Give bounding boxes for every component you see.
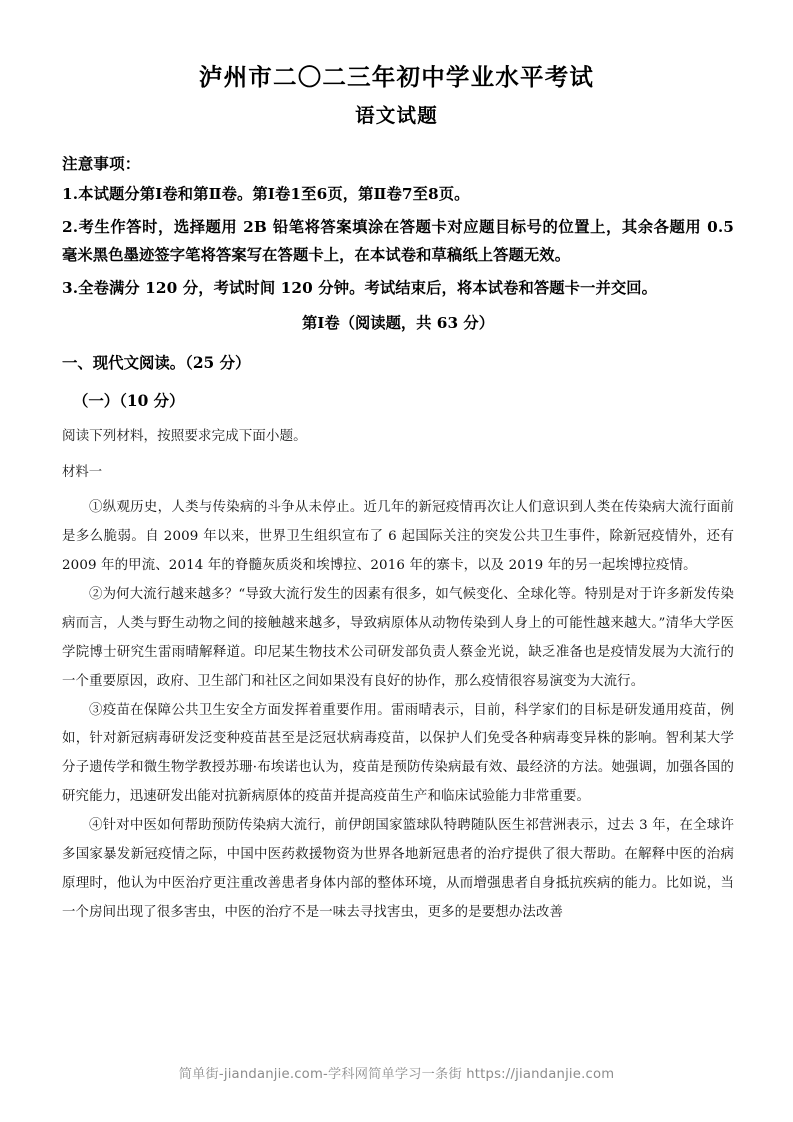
material-label-one: 材料一: [62, 465, 103, 481]
paper-part-label: 第Ⅰ卷（阅读题，共 63 分）: [301, 314, 495, 333]
subsection-heading-one: （一）（10 分）: [73, 391, 185, 410]
page-subtitle: 语文试题: [355, 103, 438, 127]
footer-watermark: 简单街-jiandanjie.com-学科网简单学习一条街 https://jiandanjie.com: [178, 1067, 615, 1082]
passage-paragraph-1: ①纵观历史，人类与传染病的斗争从未停止。近几年的新冠疫情再次让人们意识到人类在传染病大流行面前是多么脆弱。自 2009 年以来，世界卫生组织宣布了 6 起国际关注的突发公共卫生事件，除新冠疫情外，还有 2009 年的甲流、2014 年的脊髓灰质炎和埃博拉、2016 年的寨卡，以及 2019 年的另一起埃博拉疫情。: [62, 499, 734, 573]
passage-body: [62, 494, 734, 928]
title-block: [0, 0, 793, 130]
document-content: [59, 152, 734, 928]
section-heading-modern-reading: 一、现代文阅读。（25 分）: [62, 353, 251, 372]
notice-item-2: 2.考生作答时，选择题用 2B 铅笔将答案填涂在答题卡对应题目标号的位置上，其余各题用 0.5 毫米黑色墨迹签字笔将答案写在答题卡上，在本试卷和草稿纸上答题无效。: [62, 218, 734, 264]
passage-paragraph-3: ③疫苗在保障公共卫生安全方面发挥着重要作用。雷雨晴表示，目前，科学家们的目标是研发通用疫苗，例如，针对新冠病毒研发泛变种疫苗甚至是泛冠状病毒疫苗，以保护人们免受各种病毒变异株的影响。智利某大学分子遗传学和微生物学教授苏珊·布埃诺也认为，疫苗是预防传染病最有效、最经济的方法。她强调，加强各国的研究能力，迅速研发出能对抗新病原体的疫苗并提高疫苗生产和临床试验能力非常重要。: [62, 702, 734, 805]
reading-instruction: 阅读下列材料，按照要求完成下面小题。: [62, 427, 307, 444]
passage-paragraph-4: ④针对中医如何帮助预防传染病大流行，前伊朗国家篮球队特聘随队医生祁营洲表示，过去 3 年，在全球许多国家暴发新冠疫情之际，中国中医药救援物资为世界各地新冠患者的治疗提供了很大帮助。在解释中医的治病原理时，他认为中医治疗更注重改善患者身体内部的整体环境，从而增强患者自身抵抗疾病的能力。比如说，当一个房间出现了很多害虫，中医的治疗不是一味去寻找害虫，更多的是要想办法改善: [62, 818, 734, 921]
notice-item-1: 1.本试题分第Ⅰ卷和第Ⅱ卷。第Ⅰ卷1至6页，第Ⅱ卷7至8页。: [62, 185, 470, 204]
passage-paragraph-2: ②为何大流行越来越多？“导致大流行发生的因素有很多，如气候变化、全球化等。特别是对于许多新发传染病而言，人类与野生动物之间的接触越来越多，导致病原体从动物传染到人身上的可能性越来越大。”清华大学医学院博士研究生雷雨晴解释道。印尼某生物技术公司研发部负责人蔡金光说，缺乏准备也是疫情发展为大流行的一个重要原因，政府、卫生部门和社区之间如果没有良好的协作，那么疫情很容易演变为大流行。: [62, 586, 734, 689]
notice-item-3: 3.全卷满分 120 分，考试时间 120 分钟。考试结束后，将本试卷和答题卡一并交回。: [62, 278, 658, 297]
notices-heading: 注意事项：: [62, 153, 141, 173]
page-title: 泸州市二〇二三年初中学业水平考试: [198, 63, 595, 91]
